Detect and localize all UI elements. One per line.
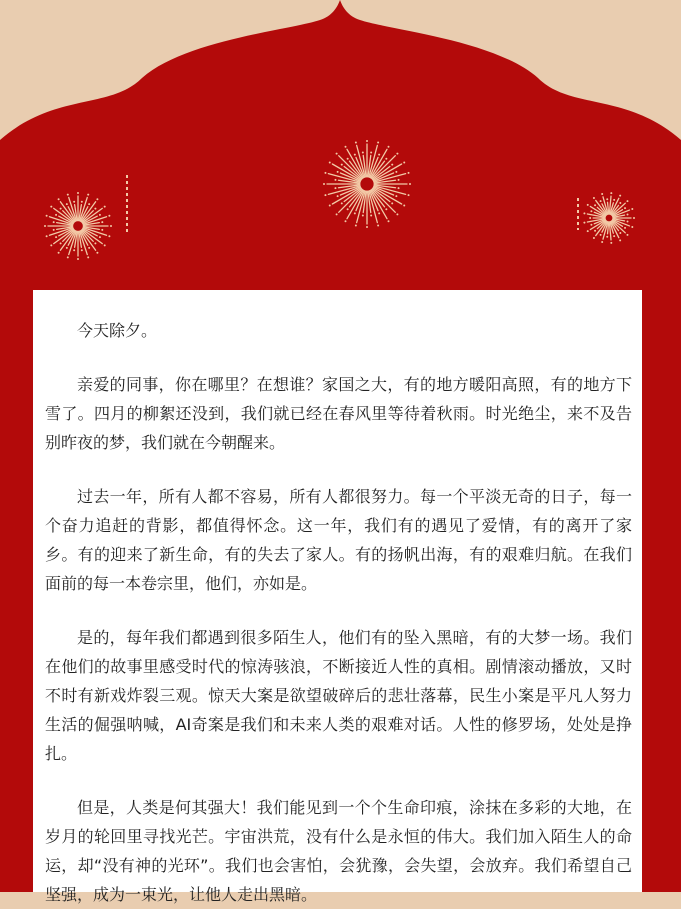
paragraph-past-year: 过去一年，所有人都不容易，所有人都很努力。每一个平淡无奇的日子，每一个奋力追赶的背影，都值得怀念。这一年，我们有的遇见了爱情，有的离开了家乡。有的迎来了新生命，有的失去了家人。有的扬帆出海，有的艰难归航。在我们面前的每一本卷宗里，他们，亦如是。 — [45, 487, 632, 593]
letter-card — [33, 290, 642, 904]
paragraph-greeting: 今天除夕。 — [77, 321, 158, 340]
paragraph-colleague: 亲爱的同事，你在哪里？在想谁？家国之大，有的地方暖阳高照，有的地方下雪了。四月的柳絮还没到，我们就已经在春风里等待着秋雨。时光绝尘，来不及告别昨夜的梦，我们就在今朝醒来。 — [45, 375, 632, 452]
paragraph-strangers: 是的，每年我们都遇到很多陌生人，他们有的坠入黑暗，有的大梦一场。我们在他们的故事里感受时代的惊涛骇浪，不断接近人性的真相。剧情滚动播放，又时不时有新戏炸裂三观。惊天大案是欲望破碎后的悲壮落幕，民生小案是平凡人努力生活的倔强呐喊，AI奇案是我们和未来人类的艰难对话。人性的修罗场，处处是挣扎。 — [45, 628, 632, 763]
paragraph-humanity: 但是，人类是何其强大！我们能见到一个个生命印痕，涂抹在多彩的大地，在岁月的轮回里寻找光芒。宇宙洪荒，没有什么是永恒的伟大。我们加入陌生人的命运，却“没有神的光环”。我们也会害怕，会犹豫，会失望，会放弃。我们希望自己坚强，成为一束光，让他人走出黑暗。 — [45, 798, 632, 904]
